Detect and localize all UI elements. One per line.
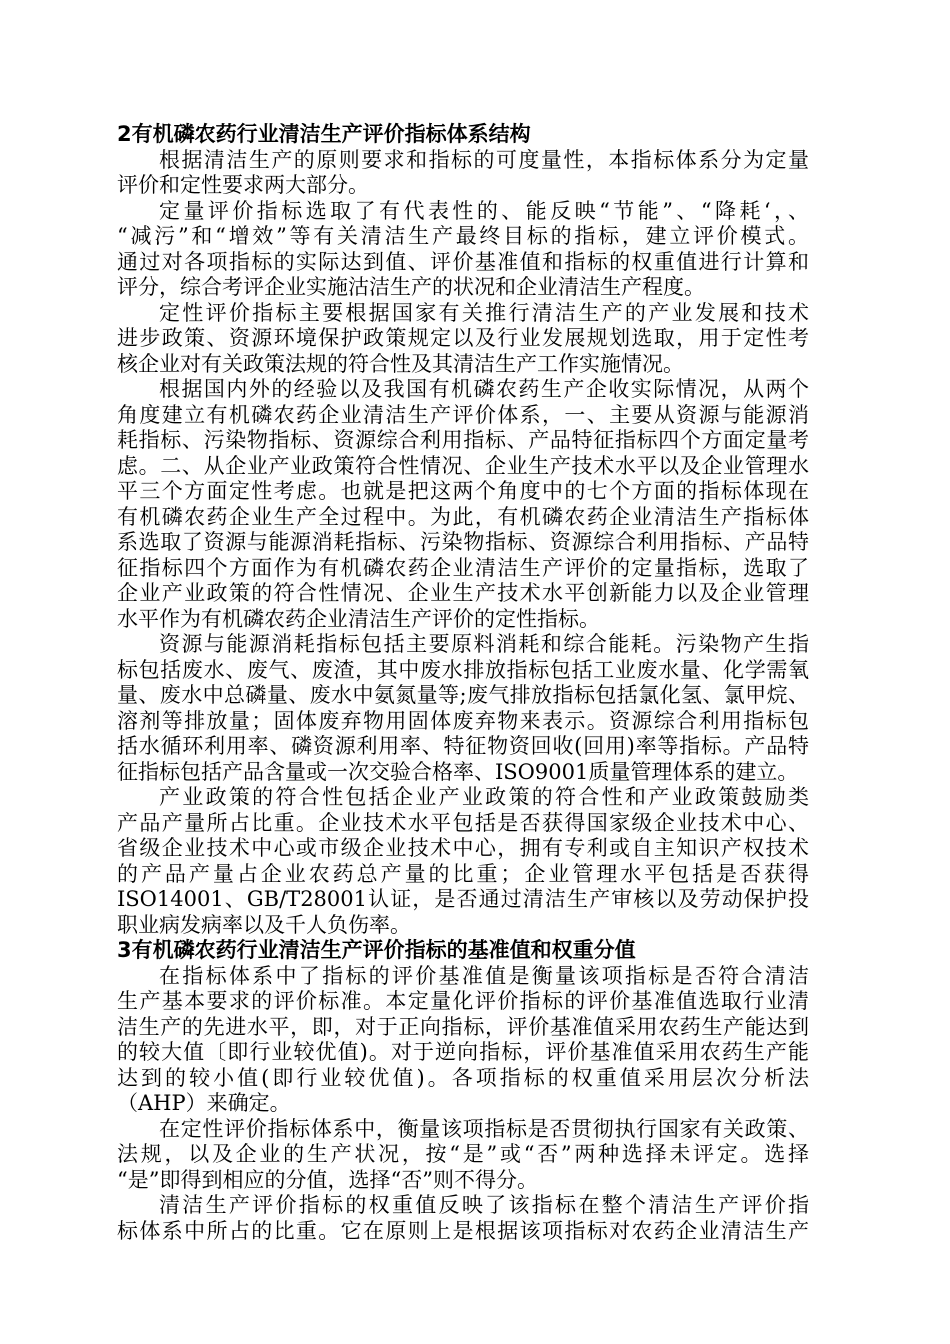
text-line: 职业病发病率以及千人负伤率。 xyxy=(117,912,411,937)
section-heading: 2有机磷农药行业清洁生产评价指标体系结构 xyxy=(117,122,531,146)
text-line: 资源与能源消耗指标包括主要原料消耗和综合能耗。污染物产生指 xyxy=(159,632,809,656)
paragraph xyxy=(117,377,809,632)
text-line: 征指标四个方面作为有机磷农药企业清洁生产评价的定量指标，选取了 xyxy=(117,555,809,580)
text-line: 核企业对有关政策法规的符合性及其清洁生产工作实施情况。 xyxy=(117,351,684,376)
paragraph xyxy=(117,785,809,938)
text-line: 平三个方面定性考虑。也就是把这两个角度中的七个方面的指标体现在 xyxy=(117,479,809,503)
paragraph xyxy=(117,1193,809,1244)
paragraph xyxy=(117,148,809,199)
text-line: ISO14001、GB/T28001认证，是否通过清洁生产审核以及劳动保护投 xyxy=(117,887,809,911)
text-line: 标体系中所占的比重。它在原则上是根据该项指标对农药企业清洁生产 xyxy=(117,1218,809,1243)
text-line: 在定性评价指标体系中，衡量该项指标是否贯彻执行国家有关政策、 xyxy=(159,1116,809,1141)
text-line: 定量评价指标选取了有代表性的、能反映“节能”、“降耗‘，、 xyxy=(159,198,809,223)
text-line: 产业政策的符合性包括企业产业政策的符合性和产业政策鼓励类 xyxy=(159,785,809,809)
text-line: 系选取了资源与能源消耗指标、污染物指标、资源综合利用指标、产品特 xyxy=(117,530,809,554)
section-heading: 3有机磷农药行业清洁生产评价指标的基准值和权重分值 xyxy=(117,938,636,962)
text-line: 的较大值〔即行业较优值)。对于逆向指标，评价基准值采用农药生产能 xyxy=(117,1040,809,1064)
text-line: 达到的较小值(即行业较优值)。各项指标的权重值采用层次分析法 xyxy=(117,1065,809,1090)
text-line: 溶剂等排放量；固体废弃物用固体废弃物来表示。资源综合利用指标包 xyxy=(117,708,809,733)
text-line: 量、废水中总磷量、废水中氨氮量等;废气排放指标包括氯化氢、氯甲烷、 xyxy=(117,683,809,707)
section-3 xyxy=(117,938,809,1244)
text-line: 进步政策、资源环境保护政策规定以及行业发展规划选取，用于定性考 xyxy=(117,326,809,350)
text-line: （AHP）来确定。 xyxy=(117,1091,291,1115)
section-2 xyxy=(117,122,809,938)
paragraph xyxy=(117,301,809,378)
text-line: 清洁生产评价指标的权重值反映了该指标在整个清洁生产评价指 xyxy=(159,1193,809,1217)
text-line: 水平作为有机磷农药企业清洁生产评价的定性指标。 xyxy=(117,606,600,631)
text-line: 洁生产的先进水平，即，对于正向指标，评价基准值采用农药生产能达到 xyxy=(117,1014,809,1039)
text-line: 标包括废水、废气、废渣，其中废水排放指标包括工业废水量、化学需氧 xyxy=(117,657,809,682)
document-body xyxy=(117,122,809,1244)
text-line: 的产品产量占企业农药总产量的比重；企业管理水平包括是否获得 xyxy=(117,861,809,886)
text-line: 企业产业政策的符合性情况、企业生产技术水平创新能力以及企业管理 xyxy=(117,581,809,605)
paragraph xyxy=(117,199,809,301)
text-line: 角度建立有机磷农药企业清洁生产评价体系，一、主要从资源与能源消 xyxy=(117,402,809,427)
text-line: 征指标包括产品含量或一次交验合格率、ISO9001质量管理体系的建立。 xyxy=(117,759,799,784)
text-line: 根据国内外的经验以及我国有机磷农药生产企收实际情况，从两个 xyxy=(159,377,809,401)
text-line: 括水循环利用率、磷资源利用率、特征物资回收(回用)率等指标。产品特 xyxy=(117,734,809,758)
text-line: 通过对各项指标的实际达到值、评价基准值和指标的权重值进行计算和 xyxy=(117,249,809,274)
text-line: 评价和定性要求两大部分。 xyxy=(117,173,369,197)
text-line: 根据清洁生产的原则要求和指标的可度量性，本指标体系分为定量 xyxy=(159,147,809,172)
text-line: 有机磷农药企业生产全过程中。为此，有机磷农药企业清洁生产指标体 xyxy=(117,504,809,529)
text-line: 评分，综合考评企业实施沽洁生产的状况和企业清洁生产程度。 xyxy=(117,275,705,299)
text-line: 产品产量所占比重。企业技术水平包括是否获得国家级企业技术中心、 xyxy=(117,810,809,835)
text-line: 生产基本要求的评价标准。本定量化评价指标的评价基准值选取行业清 xyxy=(117,989,809,1013)
text-line: “减污”和“增效”等有关清洁生产最终目标的指标，建立评价模式。 xyxy=(117,224,809,248)
paragraph xyxy=(117,632,809,785)
text-line: 省级企业技术中心或市级企业技术中心，拥有专利或自主知识产权技术 xyxy=(117,836,809,860)
text-line: 虑。二、从企业产业政策符合性情况、企业生产技术水平以及企业管理水 xyxy=(117,453,809,478)
paragraph xyxy=(117,1117,809,1194)
text-line: 法规，以及企业的生产状况，按“是”或“否”两种选择未评定。选择 xyxy=(117,1142,809,1166)
text-line: 在指标体系中了指标的评价基准值是衡量该项指标是否符合清洁 xyxy=(159,963,809,988)
text-line: 耗指标、污染物指标、资源综合利用指标、产品特征指标四个方面定量考 xyxy=(117,428,809,452)
paragraph xyxy=(117,964,809,1117)
text-line: 定性评价指标主要根据国家有关推行清洁生产的产业发展和技术 xyxy=(159,300,809,325)
text-line: “是”即得到相应的分值，选择“否”则不得分。 xyxy=(117,1167,538,1192)
